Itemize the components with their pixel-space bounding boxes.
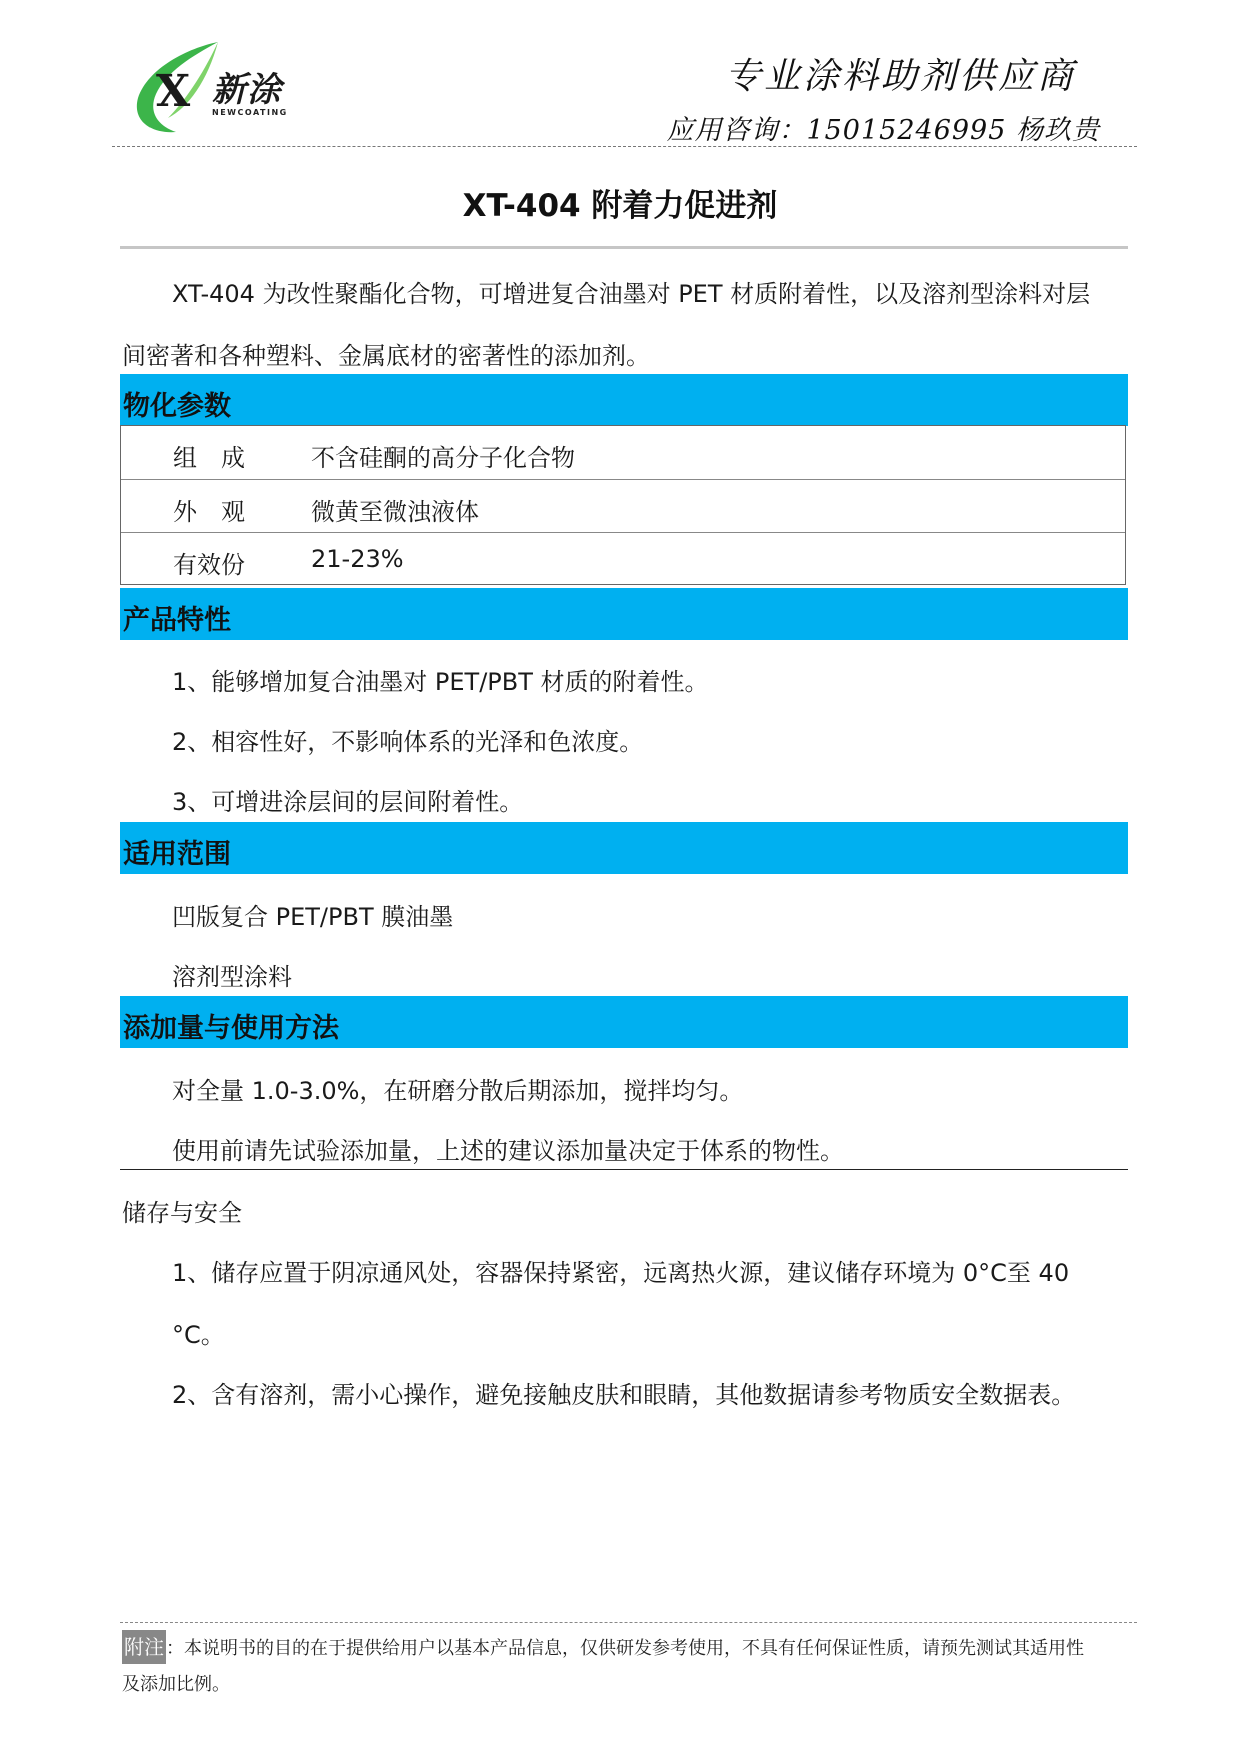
section-bar-applications <box>120 822 1128 874</box>
disclaimer-line-1: ：本说明书的目的在于提供给用户以基本产品信息，仅供研发参考使用，不具有任何保证性质，请预先测试其适用性 <box>166 1638 1084 1659</box>
disclaimer-line-2: 及添加比例。 <box>122 1674 230 1695</box>
feature-item: 1、能够增加复合油墨对 PET/PBT 材质的附着性。 <box>172 668 709 696</box>
feature-item: 3、可增进涂层间的层间附着性。 <box>172 788 524 816</box>
intro-line-2: 间密著和各种塑料、金属底材的密著性的添加剂。 <box>122 342 650 370</box>
header-divider <box>112 146 1137 147</box>
section-heading-features: 产品特性 <box>123 605 231 636</box>
storage-item-1-line-1: 1、储存应置于阴凉通风处，容器保持紧密，远离热火源，建议储存环境为 0°C至 40 <box>172 1259 1070 1287</box>
title-divider <box>120 246 1128 249</box>
section-heading-applications: 适用范围 <box>123 839 231 870</box>
section-divider <box>120 1169 1128 1170</box>
property-value: 21-23% <box>311 545 404 573</box>
usage-item: 对全量 1.0-3.0%，在研磨分散后期添加，搅拌均匀。 <box>172 1077 744 1105</box>
brand-name-cn: 新涂 <box>212 70 282 110</box>
document-title: XT-404 附着力促进剂 <box>462 188 778 224</box>
intro-line-1: XT-404 为改性聚酯化合物，可增进复合油墨对 PET 材质附着性，以及溶剂型涂料对层 <box>172 280 1091 308</box>
table-row <box>121 532 1125 586</box>
note-tag: 附注 <box>122 1630 166 1664</box>
properties-table <box>120 425 1126 585</box>
table-row <box>121 426 1125 479</box>
application-item: 凹版复合 PET/PBT 膜油墨 <box>172 903 454 931</box>
property-name: 外 观 <box>173 498 245 526</box>
property-name: 组 成 <box>173 444 245 472</box>
section-bar-features <box>120 588 1128 640</box>
section-heading-properties: 物化参数 <box>123 391 231 422</box>
logo-letter: X <box>156 66 191 117</box>
property-value: 不含硅酮的高分子化合物 <box>311 444 575 472</box>
footer-divider <box>120 1622 1137 1623</box>
section-heading-usage: 添加量与使用方法 <box>123 1013 339 1044</box>
company-slogan: 专业涂料助剂供应商 <box>724 56 1076 97</box>
feature-item: 2、相容性好，不影响体系的光泽和色浓度。 <box>172 728 644 756</box>
section-heading-storage: 储存与安全 <box>122 1199 242 1227</box>
usage-item: 使用前请先试验添加量，上述的建议添加量决定于体系的物性。 <box>172 1137 844 1165</box>
property-name: 有效份 <box>173 551 245 579</box>
property-value: 微黄至微浊液体 <box>311 498 479 526</box>
contact-info: 应用咨询：15015246995 杨玖贵 <box>666 115 1100 146</box>
application-item: 溶剂型涂料 <box>172 963 292 991</box>
storage-item-2: 2、含有溶剂，需小心操作，避免接触皮肤和眼睛，其他数据请参考物质安全数据表。 <box>172 1381 1076 1409</box>
table-row <box>121 479 1125 533</box>
section-bar-properties <box>120 374 1128 426</box>
storage-item-1-line-2: °C。 <box>172 1321 225 1349</box>
brand-name-en: NEWCOATING <box>212 108 288 117</box>
